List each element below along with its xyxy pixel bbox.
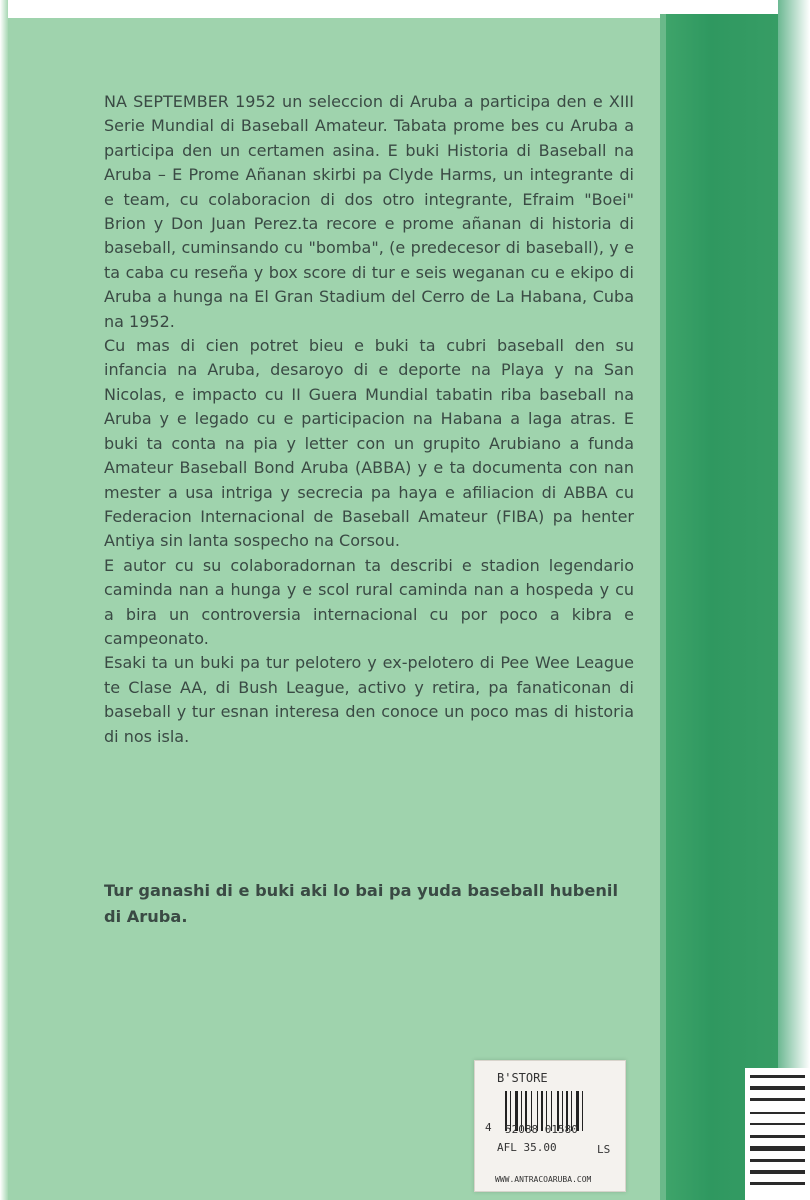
- barcode-bar: [582, 1091, 583, 1131]
- scan-right-edge: [778, 0, 810, 1200]
- library-barcode-bar: [750, 1170, 805, 1174]
- library-barcode-bar: [750, 1086, 805, 1090]
- library-barcode-icon: [750, 1075, 805, 1185]
- price-label: AFL 35.00: [497, 1141, 557, 1154]
- blurb-text: [104, 90, 634, 749]
- library-barcode-bar: [750, 1098, 805, 1101]
- closing-statement: Tur ganashi di e buki aki lo bai pa yuda baseball hubenil di Aruba.: [104, 881, 618, 926]
- blurb-paragraph-4: Esaki ta un buki pa tur pelotero y ex-pelotero di Pee Wee League te Clase AA, di Bush League, activo y retira, pa fanaticonan di baseball y tur esnan interesa den conoce un poco mas di historia di nos isla.: [104, 653, 634, 746]
- library-barcode-bar: [750, 1182, 805, 1185]
- store-url: WWW.ANTRACOARUBA.COM: [495, 1175, 592, 1184]
- library-barcode-bar: [750, 1123, 805, 1125]
- blurb-paragraph-2: Cu mas di cien potret bieu e buki ta cubri baseball den su infancia na Aruba, desaroyo di e deporte na Playa y na San Nicolas, e impacto cu II Guera Mundial tabatin riba baseball na Aruba y e legado cu e participacion na Habana a laga atras. E buki ta conta na pia y letter con un grupito Arubiano a funda Amateur Baseball Bond Aruba (ABBA) y e ta documenta con nan mester a usa intriga y secrecia pa haya e afiliacion di ABBA cu Federacion Internacional de Baseball Amateur (FIBA) pa henter Antiya sin lanta sospecho na Corsou.: [104, 336, 634, 551]
- barcode-prefix: 4: [485, 1121, 492, 1134]
- library-barcode-bar: [750, 1146, 805, 1151]
- library-barcode-bar: [750, 1112, 805, 1114]
- scan-left-edge: [0, 0, 8, 1200]
- blurb-paragraph-3: E autor cu su colaboradornan ta describi e stadion legendario caminda nan a hunga y e scol rural caminda nan a hospeda y cu a bira un controversia internacional cu por poco a kibra e campeonato.: [104, 555, 634, 648]
- library-barcode-bar: [750, 1135, 805, 1138]
- price-suffix: LS: [597, 1143, 611, 1156]
- blurb-paragraph-1: NA SEPTEMBER 1952 un seleccion di Aruba a participa den e XIII Serie Mundial di Baseball Amateur. Tabata prome bes cu Aruba a participa den un certamen asina. E buki Historia di Baseball na Aruba – E Prome Añanan skirbi pa Clyde Harms, un integrante di e team, cu colaboracion di dos otro integrante, Efraim "Boei" Brion y Don Juan Perez.ta recore e prome añanan di historia di baseball, cuminsando cu "bomba", (e predecesor di baseball), y e ta caba cu reseña y box score di tur e seis weganan cu e ekipo di Aruba a hunga na El Gran Stadium del Cerro de La Habana, Cuba na 1952.: [104, 92, 634, 331]
- price-sticker: [474, 1060, 626, 1192]
- library-barcode-bar: [750, 1075, 805, 1078]
- store-name: B'STORE: [497, 1071, 548, 1085]
- spine-stripe: [666, 14, 778, 1200]
- barcode-number: 52088 01580: [505, 1123, 578, 1136]
- library-barcode-bar: [750, 1159, 805, 1162]
